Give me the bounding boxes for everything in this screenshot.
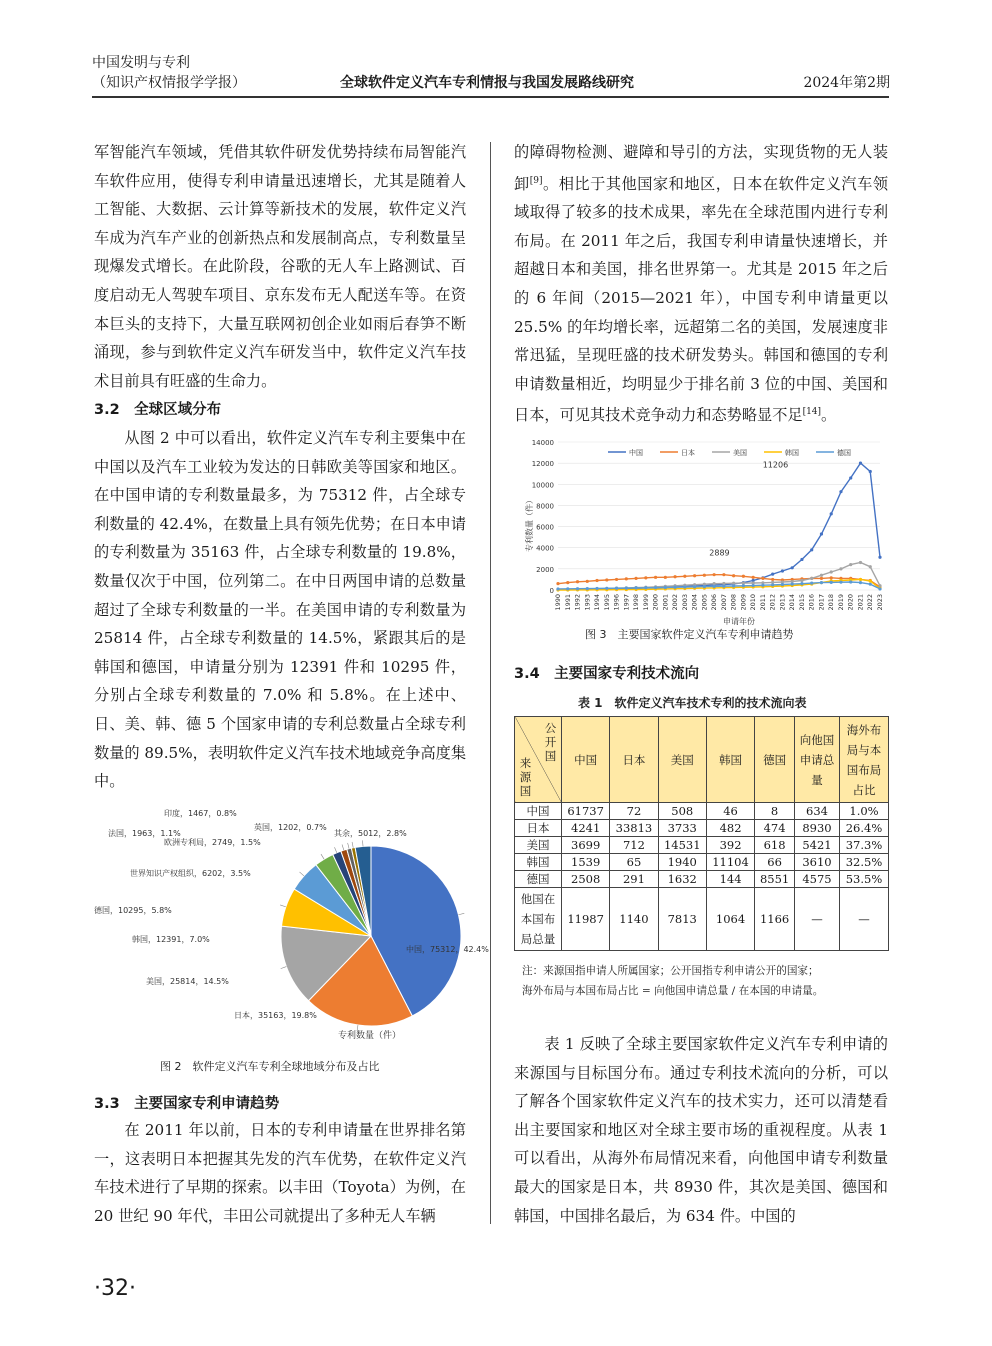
series-point xyxy=(820,581,823,584)
pie-label: 印度，1467，0.8% xyxy=(164,809,237,818)
series-point xyxy=(595,579,598,582)
figure-3-caption: 图 3 主要国家软件定义汽车专利申请趋势 xyxy=(585,628,794,641)
x-tick-label: 2004 xyxy=(690,594,699,611)
series-point xyxy=(859,578,862,581)
line-y-label: 专利数量（件） xyxy=(525,496,534,552)
series-point xyxy=(664,586,667,589)
legend-label: 中国 xyxy=(629,449,643,457)
table-row-header: 日本 xyxy=(515,820,562,837)
series-point xyxy=(615,587,618,590)
series-point xyxy=(673,586,676,589)
x-tick-label: 1990 xyxy=(554,594,562,611)
x-tick-label: 2012 xyxy=(768,594,777,611)
table-cell: 1.0% xyxy=(840,803,889,820)
series-point xyxy=(566,581,569,584)
pie-chart xyxy=(94,800,489,1050)
y-tick-label: 8000 xyxy=(536,502,554,511)
right-column xyxy=(514,138,888,430)
series-point xyxy=(654,586,657,589)
series-point xyxy=(869,579,872,582)
x-tick-label: 2014 xyxy=(788,594,797,611)
series-point xyxy=(820,532,823,535)
table-cell: 634 xyxy=(795,803,840,820)
series-point xyxy=(830,581,833,584)
pie-leader xyxy=(335,847,337,853)
table-cell: 7813 xyxy=(658,888,706,951)
series-point xyxy=(634,577,637,580)
table-col-header: 日本 xyxy=(610,717,658,803)
series-point xyxy=(713,585,716,588)
series-point xyxy=(654,576,657,579)
series-point xyxy=(576,580,579,583)
table-row-header: 中国 xyxy=(515,803,562,820)
series-point xyxy=(586,580,589,583)
series-point xyxy=(830,576,833,579)
series-point xyxy=(839,581,842,584)
series-point xyxy=(703,574,706,577)
series-point xyxy=(810,548,813,551)
table-cell: 3699 xyxy=(562,837,610,854)
pie-leader xyxy=(348,843,349,849)
x-tick-label: 1991 xyxy=(563,594,572,611)
series-point xyxy=(722,573,725,576)
table-cell: 392 xyxy=(706,837,754,854)
paragraph xyxy=(514,138,888,430)
x-tick-label: 1992 xyxy=(573,594,582,611)
paragraph: 从图 2 中可以看出，软件定义汽车专利主要集中在中国以及汽车工业较为发达的日韩欧美等国家和地区。在中国申请的专利数量最多，为 75312 件，占全球专利数量的 42.4%，在数量上具有领先优势；在日本申请的专利数量为 35163 件，占全球专利数量的 19.8%，数量仅次于中国，位列第二。在中日两国申请的总数量超过了全球专利数量的一半。在美国申请的专利数量为 25814 件，占全球专利数量的 14.5%，紧跟其后的是韩国和德国，申请量分别为 12391 件和 10295 件，分别占全球专利数量的 7.0% 和 5.8%。在上述中、日、美、韩、德 5 个国家申请的专利总数量占全球专利数量的 89.5%，表明软件定义汽车技术地域竞争高度集中。 xyxy=(94,429,467,791)
series-point xyxy=(878,556,881,559)
table-cell: 618 xyxy=(755,837,795,854)
table-row xyxy=(515,854,889,871)
table-cell: 712 xyxy=(610,837,658,854)
series-point xyxy=(878,587,881,590)
paragraph: 表 1 反映了全球主要国家软件定义汽车专利申请的来源国与目标国分布。通过专利技术流向的分析，可以了解各个国家软件定义汽车的技术实力，还可以清楚看出主要国家和地区对全球主要市场的重视程度。从表 1 可以看出，从海外布局情况来看，向他国申请专利数量最大的国家是日本，共 8930 件，其次是美国、德国和韩国，中国排名最后，为 634 件。中国的 xyxy=(514,1035,888,1225)
citation-14: [14] xyxy=(802,407,822,418)
series-point xyxy=(693,574,696,577)
series-point xyxy=(869,470,872,473)
x-tick-label: 2015 xyxy=(797,594,806,611)
left-column-b xyxy=(94,424,466,796)
table-cell: 3610 xyxy=(795,854,840,871)
series-point xyxy=(732,574,735,577)
table-cell: 37.3% xyxy=(840,837,889,854)
series-point xyxy=(820,574,823,577)
pie-leader xyxy=(342,844,344,850)
pie-label: 其余，5012，2.8% xyxy=(334,829,407,838)
x-tick-label: 2017 xyxy=(817,594,826,611)
section-heading-3-2: 3.2 全球区域分布 xyxy=(94,402,222,418)
x-tick-label: 2003 xyxy=(680,594,689,611)
series-point xyxy=(859,462,862,465)
series-point xyxy=(800,558,803,561)
series-point xyxy=(781,569,784,572)
table-cell: 26.4% xyxy=(840,820,889,837)
series-point xyxy=(673,575,676,578)
paragraph: 在 2011 年以前，日本的专利申请量在世界排名第一，这表明日本把握其先发的汽车优势，在软件定义汽车技术进行了早期的探索。以丰田（Toyota）为例，在 20 世纪 90 年代，丰田公司就提出了多种无人车辆 xyxy=(94,1121,466,1225)
table-row-header: 美国 xyxy=(515,837,562,854)
series-point xyxy=(761,577,764,580)
pie-label: 世界知识产权组织，6202，3.5% xyxy=(130,869,251,878)
series-point xyxy=(742,584,745,587)
pie-axis-label: 专利数量（件） xyxy=(338,1031,402,1041)
table-cell: 8 xyxy=(755,803,795,820)
legend-label: 日本 xyxy=(681,449,695,457)
series-point xyxy=(752,584,755,587)
x-tick-label: 1998 xyxy=(632,594,641,611)
text-run: 。相比于其他国家和地区，日本在软件定义汽车领域取得了较多的技术成果，率先在全球范围内进行专利布局。在 2011 年之后，我国专利申请量快速增长，并超越日本和美国，排名世界第一。尤其是 2015 年之后的 6 年间（2015—2021 年），中国专利申请量更以 25.5% 的年均增长率，远超第二名的美国，发展速度非常迅猛，呈现旺盛的技术研发势头。韩国和德国的专利申请数量相近，均明显少于排名前 3 位的中国、美国和日本，可见其技术竞争动力和态势略显不足 xyxy=(514,174,889,425)
series-point xyxy=(713,573,716,576)
series-point xyxy=(693,585,696,588)
series-point xyxy=(644,586,647,589)
table-row-header: 韩国 xyxy=(515,854,562,871)
y-tick-label: 4000 xyxy=(536,544,554,553)
x-tick-label: 2009 xyxy=(739,594,748,611)
journal-subtitle: （知识产权情报学学报） xyxy=(92,75,246,91)
series-point xyxy=(644,576,647,579)
table-note-1: 注：来源国指申请人所属国家；公开国指专利申请公开的国家； xyxy=(522,965,819,977)
y-tick-label: 2000 xyxy=(536,565,554,574)
series-point xyxy=(800,582,803,585)
x-tick-label: 2007 xyxy=(719,594,728,611)
table-cell: — xyxy=(795,888,840,951)
table-col-header: 中国 xyxy=(562,717,610,803)
table-cell: 474 xyxy=(755,820,795,837)
series-point xyxy=(830,570,833,573)
series-point xyxy=(625,577,628,580)
x-tick-label: 2023 xyxy=(876,594,884,611)
series-point xyxy=(839,490,842,493)
series-point xyxy=(732,584,735,587)
right-column-b xyxy=(514,1030,888,1230)
pie-leader xyxy=(352,842,353,848)
y-tick-label: 0 xyxy=(549,587,554,595)
table-cell: 4575 xyxy=(795,871,840,888)
table-col-header: 美国 xyxy=(658,717,706,803)
series-point xyxy=(634,586,637,589)
issue-label: 2024年第2期 xyxy=(803,75,890,91)
series-point xyxy=(605,578,608,581)
series-point xyxy=(771,578,774,581)
pie-label: 日本，35163，19.8% xyxy=(234,1011,317,1020)
table-col-header: 海外布局与本国布局占比 xyxy=(840,717,889,803)
table-row xyxy=(515,820,889,837)
table-cell: 144 xyxy=(706,871,754,888)
line-chart xyxy=(518,432,890,628)
table-cell: 482 xyxy=(706,820,754,837)
table-cell: 5421 xyxy=(795,837,840,854)
x-tick-label: 2000 xyxy=(651,594,660,611)
x-tick-label: 2018 xyxy=(827,594,836,611)
x-tick-label: 2016 xyxy=(807,594,816,611)
series-point xyxy=(830,512,833,515)
table-cell: 66 xyxy=(755,854,795,871)
x-tick-label: 2010 xyxy=(749,594,758,611)
table-row xyxy=(515,888,889,951)
series-point xyxy=(556,587,559,590)
series-point xyxy=(771,583,774,586)
table-cell: 11104 xyxy=(706,854,754,871)
x-tick-label: 2001 xyxy=(661,594,670,611)
series-point xyxy=(722,585,725,588)
series-point xyxy=(615,578,618,581)
table-1-title: 表 1 软件定义汽车技术专利的技术流向表 xyxy=(578,696,807,710)
corner-bottom: 来源国 xyxy=(519,756,532,798)
corner-top: 公开国 xyxy=(544,721,557,763)
pie-label: 美国，25814，14.5% xyxy=(146,977,229,986)
data-annotation: 11206 xyxy=(762,460,789,470)
page-number: ·32· xyxy=(94,1276,136,1301)
pie-leader xyxy=(280,905,286,907)
table-cell: 2508 xyxy=(562,871,610,888)
series-point xyxy=(820,577,823,580)
series-point xyxy=(683,585,686,588)
figure-2-caption: 图 2 软件定义汽车专利全球地域分布及占比 xyxy=(160,1060,380,1073)
series-point xyxy=(839,567,842,570)
series-point xyxy=(869,565,872,568)
series-line xyxy=(558,563,880,590)
x-tick-label: 2020 xyxy=(846,594,855,611)
column-divider xyxy=(490,142,491,1224)
table-cell: 61737 xyxy=(562,803,610,820)
x-tick-label: 2005 xyxy=(700,594,709,611)
citation-9: [9] xyxy=(529,175,543,186)
series-point xyxy=(713,582,716,585)
series-point xyxy=(683,575,686,578)
x-tick-label: 2019 xyxy=(836,594,845,611)
series-point xyxy=(791,582,794,585)
table-col-header: 德国 xyxy=(755,717,795,803)
x-tick-label: 2021 xyxy=(856,594,865,611)
pie-label: 欧洲专利局，2749，1.5% xyxy=(164,838,261,847)
table-corner xyxy=(515,717,562,803)
series-point xyxy=(849,476,852,479)
left-column-c xyxy=(94,1116,466,1230)
table-cell: 32.5% xyxy=(840,854,889,871)
series-point xyxy=(722,582,725,585)
left-column xyxy=(94,138,466,395)
data-annotation: 2889 xyxy=(709,548,730,558)
table-cell: 1064 xyxy=(706,888,754,951)
table-cell: 46 xyxy=(706,803,754,820)
series-point xyxy=(556,582,559,585)
pie-leader xyxy=(300,872,304,876)
text-run: 的障碍物检测、避障和导引的方法，实现货物的无人装卸 xyxy=(514,143,888,193)
journal-name: 中国发明与专利 xyxy=(92,55,190,71)
x-tick-label: 1997 xyxy=(622,594,631,611)
table-row xyxy=(515,871,889,888)
table-cell: 1166 xyxy=(755,888,795,951)
series-point xyxy=(586,587,589,590)
series-point xyxy=(791,566,794,569)
series-point xyxy=(703,585,706,588)
table-cell: 8551 xyxy=(755,871,795,888)
legend-label: 韩国 xyxy=(785,449,799,457)
x-tick-label: 1996 xyxy=(612,594,621,611)
pie-leader xyxy=(458,913,464,914)
series-point xyxy=(605,587,608,590)
series-point xyxy=(566,587,569,590)
x-tick-label: 1994 xyxy=(593,594,602,611)
table-cell: 508 xyxy=(658,803,706,820)
pie-label: 法国，1963，1.1% xyxy=(108,829,181,838)
series-point xyxy=(800,579,803,582)
table-cell: 1632 xyxy=(658,871,706,888)
table-row-header: 他国在本国布局总量 xyxy=(515,888,562,951)
table-cell: 14531 xyxy=(658,837,706,854)
table-note-2: 海外布局与本国布局占比 = 向他国申请总量 / 在本国的申请量。 xyxy=(522,985,824,997)
pie-label: 德国，10295，5.8% xyxy=(94,906,172,915)
table-row xyxy=(515,803,889,820)
paragraph: 军智能汽车领域，凭借其软件研发优势持续布局智能汽车软件应用，使得专利申请量迅速增长，尤其是随着人工智能、大数据、云计算等新技术的发展，软件定义汽车成为汽车产业的创新热点和发展制高点，专利数量呈现爆发式增长。在此阶段，谷歌的无人车上路测试、百度启动无人驾驶车项目、京东发布无人配送车等。在资本巨头的支持下，大量互联网初创企业如雨后春笋不断涌现，参与到软件定义汽车研发当中，软件定义汽车技术目前具有旺盛的生命力。 xyxy=(94,143,466,390)
pie-leader xyxy=(321,854,324,859)
table-cell: 65 xyxy=(610,854,658,871)
x-tick-label: 1999 xyxy=(641,594,650,611)
y-tick-label: 6000 xyxy=(536,523,554,532)
series-point xyxy=(781,583,784,586)
series-point xyxy=(849,580,852,583)
running-title: 全球软件定义汽车专利情报与我国发展路线研究 xyxy=(340,75,634,91)
series-point xyxy=(810,577,813,580)
x-tick-label: 2002 xyxy=(671,594,680,611)
series-point xyxy=(664,576,667,579)
x-tick-label: 1993 xyxy=(583,594,592,611)
table-header-row xyxy=(515,717,889,803)
table-cell: 291 xyxy=(610,871,658,888)
x-tick-label: 1995 xyxy=(602,594,611,611)
table-cell: 1539 xyxy=(562,854,610,871)
series-point xyxy=(732,582,735,585)
section-heading-3-4: 3.4 主要国家专利技术流向 xyxy=(514,666,700,682)
table-cell: 11987 xyxy=(562,888,610,951)
table-col-header: 韩国 xyxy=(706,717,754,803)
series-point xyxy=(576,587,579,590)
table-1 xyxy=(514,716,889,951)
table-row-header: 德国 xyxy=(515,871,562,888)
pie-label: 英国，1202，0.7% xyxy=(254,823,327,832)
series-point xyxy=(752,576,755,579)
legend-label: 美国 xyxy=(733,449,747,457)
series-point xyxy=(742,575,745,578)
series-point xyxy=(859,581,862,584)
table-cell: 72 xyxy=(610,803,658,820)
table-cell: 1940 xyxy=(658,854,706,871)
table-cell: 53.5% xyxy=(840,871,889,888)
table-cell: 33813 xyxy=(610,820,658,837)
x-tick-label: 2006 xyxy=(710,594,719,611)
pie-leader xyxy=(362,840,363,846)
x-tick-label: 2011 xyxy=(758,594,767,611)
series-point xyxy=(761,584,764,587)
series-point xyxy=(859,561,862,564)
pie-leader xyxy=(281,967,287,969)
legend-label: 德国 xyxy=(837,449,851,457)
table-col-header: 向他国申请总量 xyxy=(795,717,840,803)
series-point xyxy=(625,586,628,589)
series-point xyxy=(595,587,598,590)
x-tick-label: 2022 xyxy=(866,594,875,611)
table-cell: 8930 xyxy=(795,820,840,837)
y-tick-label: 10000 xyxy=(531,481,554,490)
table-row xyxy=(515,837,889,854)
table-cell: 4241 xyxy=(562,820,610,837)
section-heading-3-3: 3.3 主要国家专利申请趋势 xyxy=(94,1096,280,1112)
y-tick-label: 14000 xyxy=(531,439,554,447)
y-tick-label: 12000 xyxy=(531,460,554,469)
table-cell: — xyxy=(840,888,889,951)
text-run: 。 xyxy=(821,406,837,425)
x-tick-label: 2008 xyxy=(729,594,738,611)
line-x-label: 申请年份 xyxy=(723,617,755,626)
series-point xyxy=(849,563,852,566)
pie-label: 韩国，12391，7.0% xyxy=(132,935,210,944)
x-tick-label: 2013 xyxy=(778,594,787,611)
header-rule xyxy=(92,96,889,98)
pie-label: 中国，75312，42.4% xyxy=(406,945,489,954)
series-point xyxy=(810,582,813,585)
table-cell: 3733 xyxy=(658,820,706,837)
table-cell: 1140 xyxy=(610,888,658,951)
series-point xyxy=(869,583,872,586)
series-point xyxy=(771,573,774,576)
